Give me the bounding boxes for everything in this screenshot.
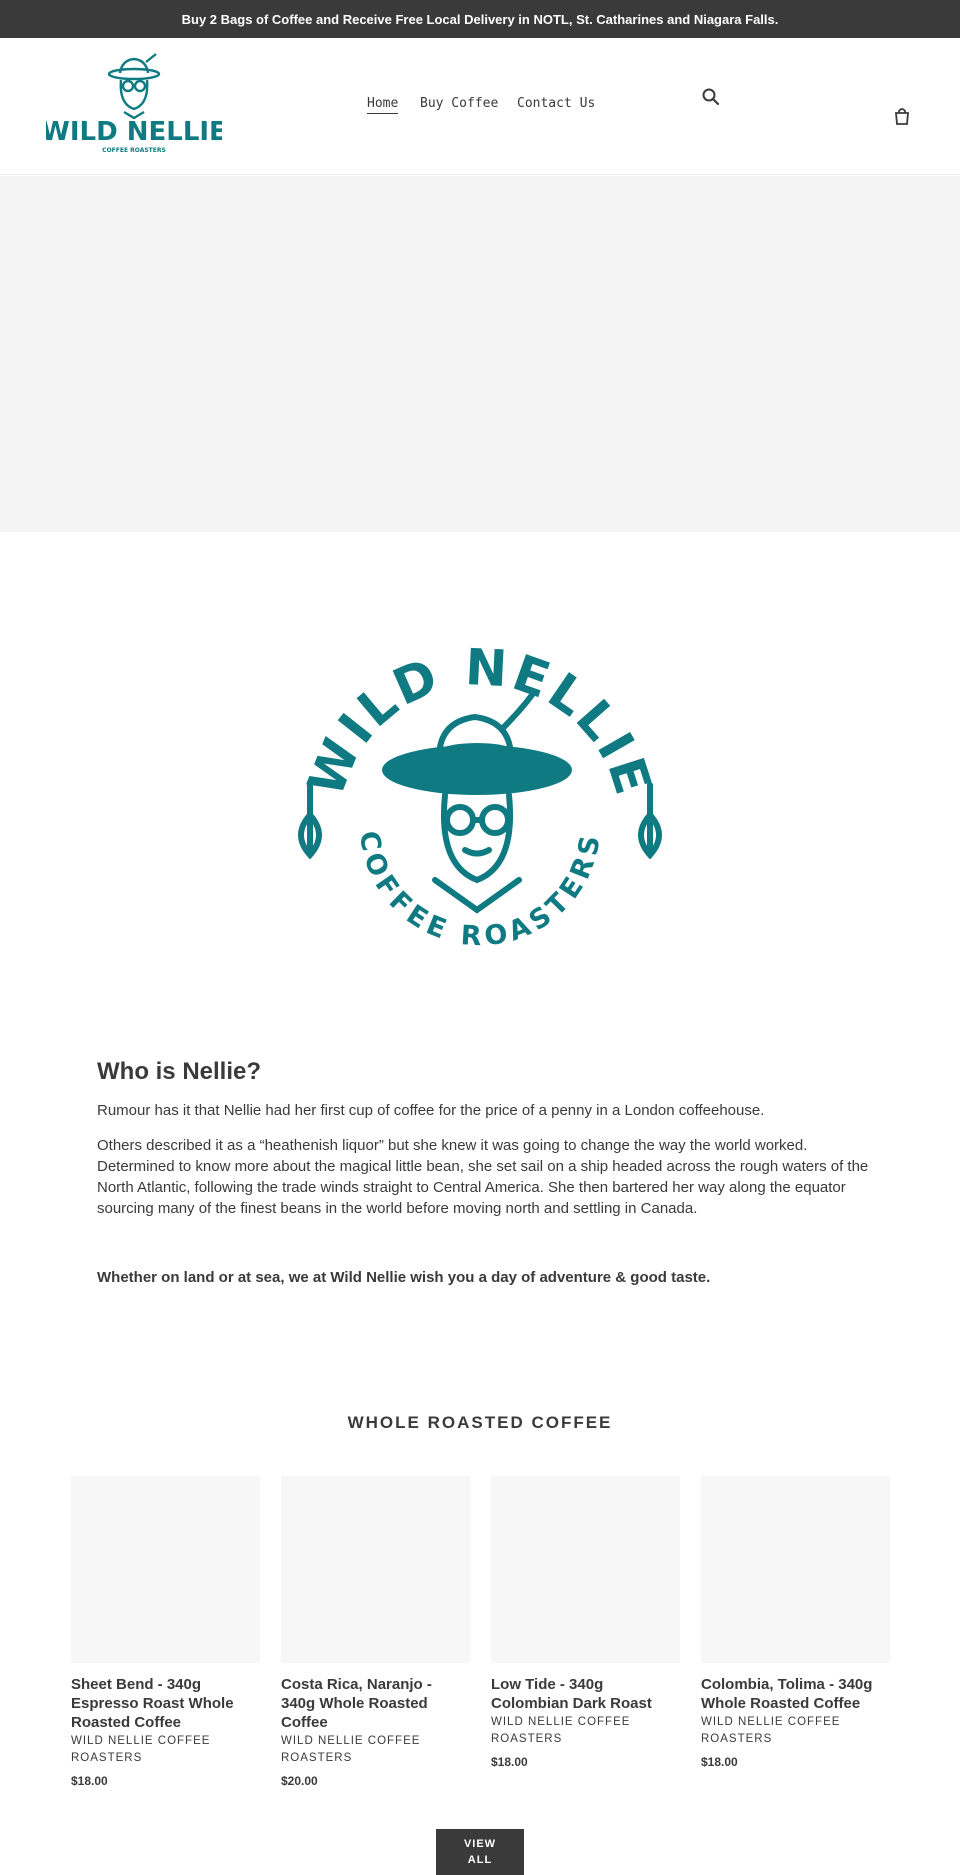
about-paragraph-2: Others described it as a “heathenish liquor” but she knew it was going to change the way the world worked. Determined to know more about the magical little bean, she set sail on a ship headed across the rough waters of the North Atlantic, following the trade winds straight to Central America. She then bartered her way along the equator sourcing many of the finest beans in the world before moving north and settling in Canada. (97, 1137, 869, 1217)
main-nav (0, 96, 960, 120)
badge-logo (290, 625, 670, 1005)
logo-wordmark: WILD NELLIE (46, 117, 222, 147)
badge-arc-bottom: COFFEE ROASTERS (352, 828, 608, 953)
product-vendor: WILD NELLIE COFFEE ROASTERS (491, 1716, 631, 1745)
product-image[interactable] (701, 1476, 890, 1663)
product-price: $18.00 (491, 1755, 528, 1769)
product-price: $18.00 (71, 1774, 108, 1788)
product-title[interactable]: Costa Rica, Naranjo - 340g Whole Roasted Coffee (281, 1676, 432, 1731)
view-all-button[interactable]: VIEW ALL (436, 1829, 524, 1875)
about-heading: Who is Nellie? (97, 1058, 262, 1085)
announcement-text: Buy 2 Bags of Coffee and Receive Free Local Delivery in NOTL, St. Catharines and Niagara Falls. (181, 11, 779, 27)
product-card[interactable] (71, 1476, 260, 1788)
nav-contact-us[interactable]: Contact Us (517, 96, 596, 111)
about-section (97, 1058, 877, 1302)
product-vendor: WILD NELLIE COFFEE ROASTERS (281, 1735, 421, 1764)
search-icon[interactable] (700, 86, 722, 108)
badge-arc-top: WILD NELLIE (296, 638, 663, 804)
product-image[interactable] (281, 1476, 470, 1663)
announcement-bar (0, 0, 960, 38)
logo-subtitle: COFFEE ROASTERS (102, 147, 166, 154)
collection-title: WHOLE ROASTED COFFEE (347, 1413, 613, 1432)
product-title[interactable]: Colombia, Tolima - 340g Whole Roasted Coffee (701, 1676, 873, 1712)
product-vendor: WILD NELLIE COFFEE ROASTERS (701, 1716, 841, 1745)
nav-home[interactable]: Home (367, 96, 398, 114)
product-vendor: WILD NELLIE COFFEE ROASTERS (71, 1735, 211, 1764)
product-title[interactable]: Sheet Bend - 340g Espresso Roast Whole Roasted Coffee (71, 1676, 234, 1731)
about-paragraph-1: Rumour has it that Nellie had her first cup of coffee for the price of a penny in a London coffeehouse. (97, 1102, 765, 1119)
product-image[interactable] (71, 1476, 260, 1663)
cart-icon[interactable] (891, 105, 913, 127)
about-tagline: Whether on land or at sea, we at Wild Nellie wish you a day of adventure & good taste. (97, 1269, 711, 1286)
product-card[interactable] (281, 1476, 470, 1788)
product-card[interactable] (701, 1476, 890, 1769)
product-card[interactable] (491, 1476, 680, 1769)
product-price: $20.00 (281, 1774, 318, 1788)
product-price: $18.00 (701, 1755, 738, 1769)
hero-banner (0, 176, 960, 532)
product-image[interactable] (491, 1476, 680, 1663)
nav-buy-coffee[interactable]: Buy Coffee (420, 96, 499, 111)
product-title[interactable]: Low Tide - 340g Colombian Dark Roast (491, 1676, 652, 1712)
site-header (0, 38, 960, 175)
